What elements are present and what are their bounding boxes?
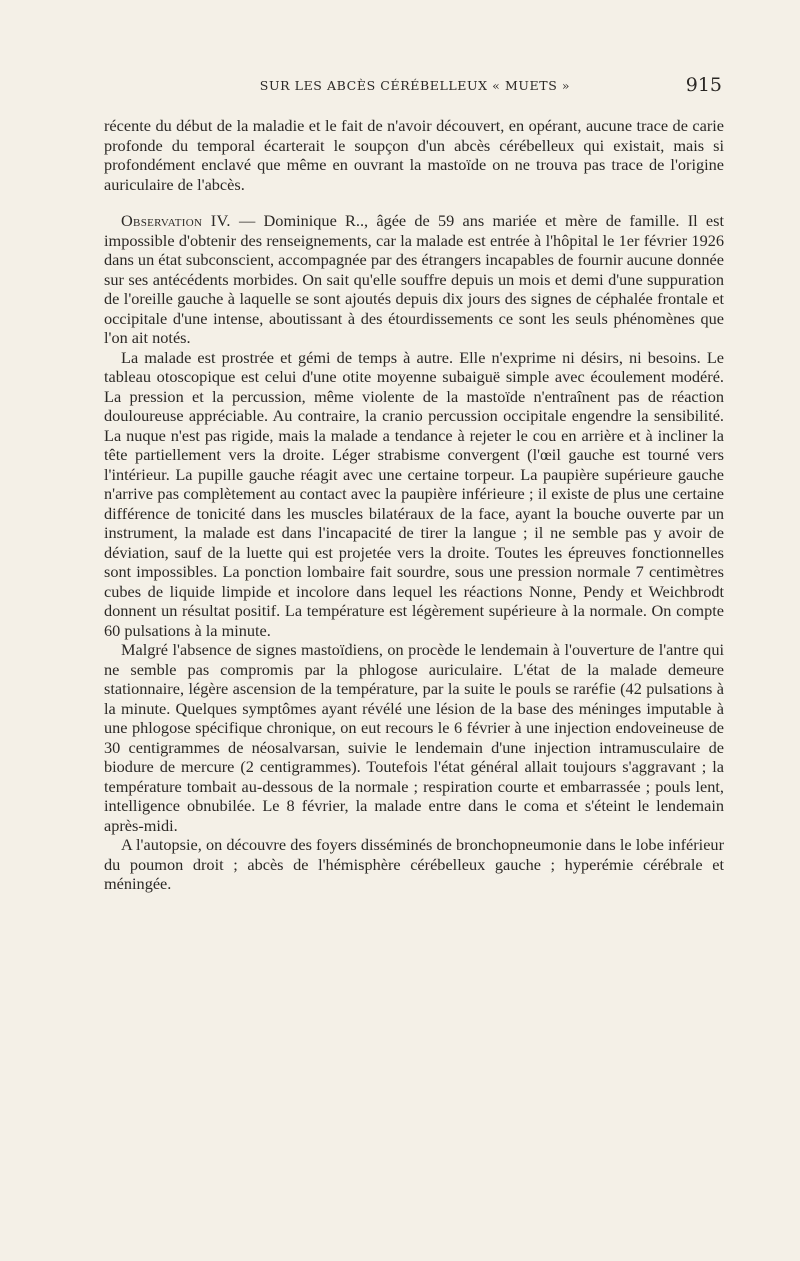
observation-text: — Dominique R.., âgée de 59 ans mariée et mère de famille. Il est impossible d'obtenir des renseignements, car la malade est entrée à l'hôpital le 1er février 1926 dans un état subconscient, accompagnée par des étrangers incapables de fournir aucune donnée sur ses antécédents morbides. On sait qu'elle souffre depuis un mois et demi d'une suppuration de l'oreille gauche à laquelle se sont ajoutés depuis dix jours des signes de céphalée frontale et occipitale d'une intense, aboutissant à des étourdissements ce sont les seuls phénomènes que l'on ait notés.: [104, 211, 724, 347]
running-head: SUR LES ABCÈS CÉRÉBELLEUX « MUETS »: [259, 78, 571, 93]
body-text: [104, 116, 724, 894]
paragraph-continuation: récente du début de la maladie et le fait de n'avoir découvert, en opérant, aucune trace de carie profonde du temporal écarterait le soupçon d'un abcès cérébelleux qui existait, mais si profondément enclavé que même en ouvrant la mastoïde on ne trouva pas trace de l'origine auriculaire de l'abcès.: [104, 116, 724, 194]
observation-label: Observation IV.: [121, 211, 231, 230]
paragraph-clinical-exam: La malade est prostrée et gémi de temps à autre. Elle n'exprime ni désirs, ni besoins. Le tableau otoscopique est celui d'une otite moyenne subaiguë simple avec écoulement modéré. La pression et la percussion, même violente de la mastoïde n'entraînent pas de réaction douloureuse appréciable. Au contraire, la cranio percussion occipitale engendre la sensibilité. La nuque n'est pas rigide, mais la malade a tendance à rejeter le cou en arrière et à incliner la tête partiellement vers la droite. Léger strabisme convergent (l'œil gauche est tourné vers l'intérieur. La pupille gauche réagit avec une certaine torpeur. La paupière supérieure gauche n'arrive pas complètement au contact avec la paupière inférieure ; il existe de plus une certaine différence de tonicité dans les muscles bilatéraux de la face, ayant la bouche ouverte par un instrument, la malade est dans l'incapacité de tirer la langue ; il ne semble pas y avoir de déviation, sauf de la luette qui est projetée vers la droite. Toutes les épreuves fonctionnelles sont impossibles. La ponction lombaire fait sourdre, sous une pression normale 7 centimètres cubes de liquide limpide et incolore dans lequel les réactions Nonne, Pendy et Weichbrodt donnent un résultat positif. La température est légèrement supérieure à la normale. On compte 60 pulsations à la minute.: [104, 347, 724, 640]
observation-paragraph: [104, 211, 724, 348]
page-number: 915: [685, 74, 722, 96]
page-header: [108, 74, 722, 100]
paragraph-treatment: Malgré l'absence de signes mastoïdiens, on procède le lendemain à l'ouverture de l'antre qui ne semble pas compromis par la phlogose auriculaire. L'état de la malade demeure stationnaire, légère ascension de la température, par la suite le pouls se raréfie (42 pulsations à la minute. Quelques symptômes ayant révélé une lésion de la base des méninges imputable à une phlogose spécifique chronique, on eut recours le 6 février à une injection endoveineuse de 30 centigrammes de néosalvarsan, suivie le lendemain d'une injection intramusculaire de biodure de mercure (2 centigrammes). Toutefois l'état général allait toujours s'aggravant ; la température tombait au-dessous de la normale ; respiration courte et embarrassée ; pouls lent, intelligence obnubilée. Le 8 février, la malade entre dans le coma et s'éteint le lendemain après-midi.: [104, 640, 724, 835]
paragraph-autopsy: A l'autopsie, on découvre des foyers disséminés de bronchopneumonie dans le lobe inférieur du poumon droit ; abcès de l'hémisphère cérébelleux gauche ; hyperémie cérébrale et méningée.: [104, 835, 724, 893]
